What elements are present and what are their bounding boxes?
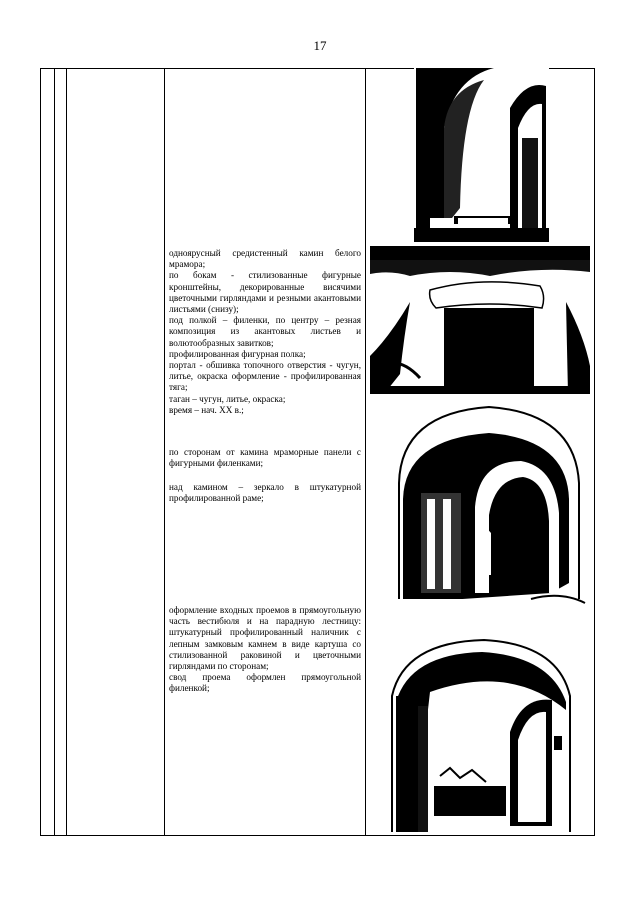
description-line: одноярусный средистенный камин белого мрамора;: [169, 248, 361, 270]
description-line: по бокам - стилизованные фигурные кронштейны, декорированные висячими цветочными гирляндами и резными акантовыми листьями (снизу);: [169, 270, 361, 315]
page-number: 17: [313, 38, 327, 53]
photo-mirror-arch: [391, 403, 587, 609]
description-line: оформление входных проемов в прямоугольную часть вестибюля и на парадную лестницу: штукатурный профилированный наличник с лепным замковым камнем в виде картуша со стилизованной раковиной и цветочными гирляндами по сторонам;: [169, 605, 361, 672]
fireplace-description: [169, 248, 361, 416]
description-line: время – нач. XX в.;: [169, 404, 244, 415]
column-divider: [66, 68, 67, 836]
side-panels-description: [169, 447, 361, 469]
column-divider: [365, 68, 366, 836]
photo-fireplace: [370, 246, 590, 394]
description-line: по сторонам от камина мраморные панели с фигурными филенками;: [169, 447, 361, 469]
doorway-description: [169, 605, 361, 695]
column-divider: [164, 68, 165, 836]
mirror-description: [169, 482, 361, 504]
description-line: профилированная фигурная полка;: [169, 348, 306, 359]
description-line: свод проема оформлен прямоугольной филенкой;: [169, 672, 361, 694]
description-line: портал - обшивка топочного отверстия - чугун, литье, окраска оформление - профилированная тяга;: [169, 360, 361, 393]
description-line: таган – чугун, литье, окраска;: [169, 393, 286, 404]
description-line: под полкой – филенки, по центру – резная композиция из акантовых листьев и волютообразных завитков;: [169, 315, 361, 348]
column-divider: [54, 68, 55, 836]
description-line: над камином – зеркало в штукатурной профилированной раме;: [169, 482, 361, 504]
photo-doorway-arch: [414, 68, 549, 242]
photo-vestibule-doorway: [390, 636, 572, 832]
